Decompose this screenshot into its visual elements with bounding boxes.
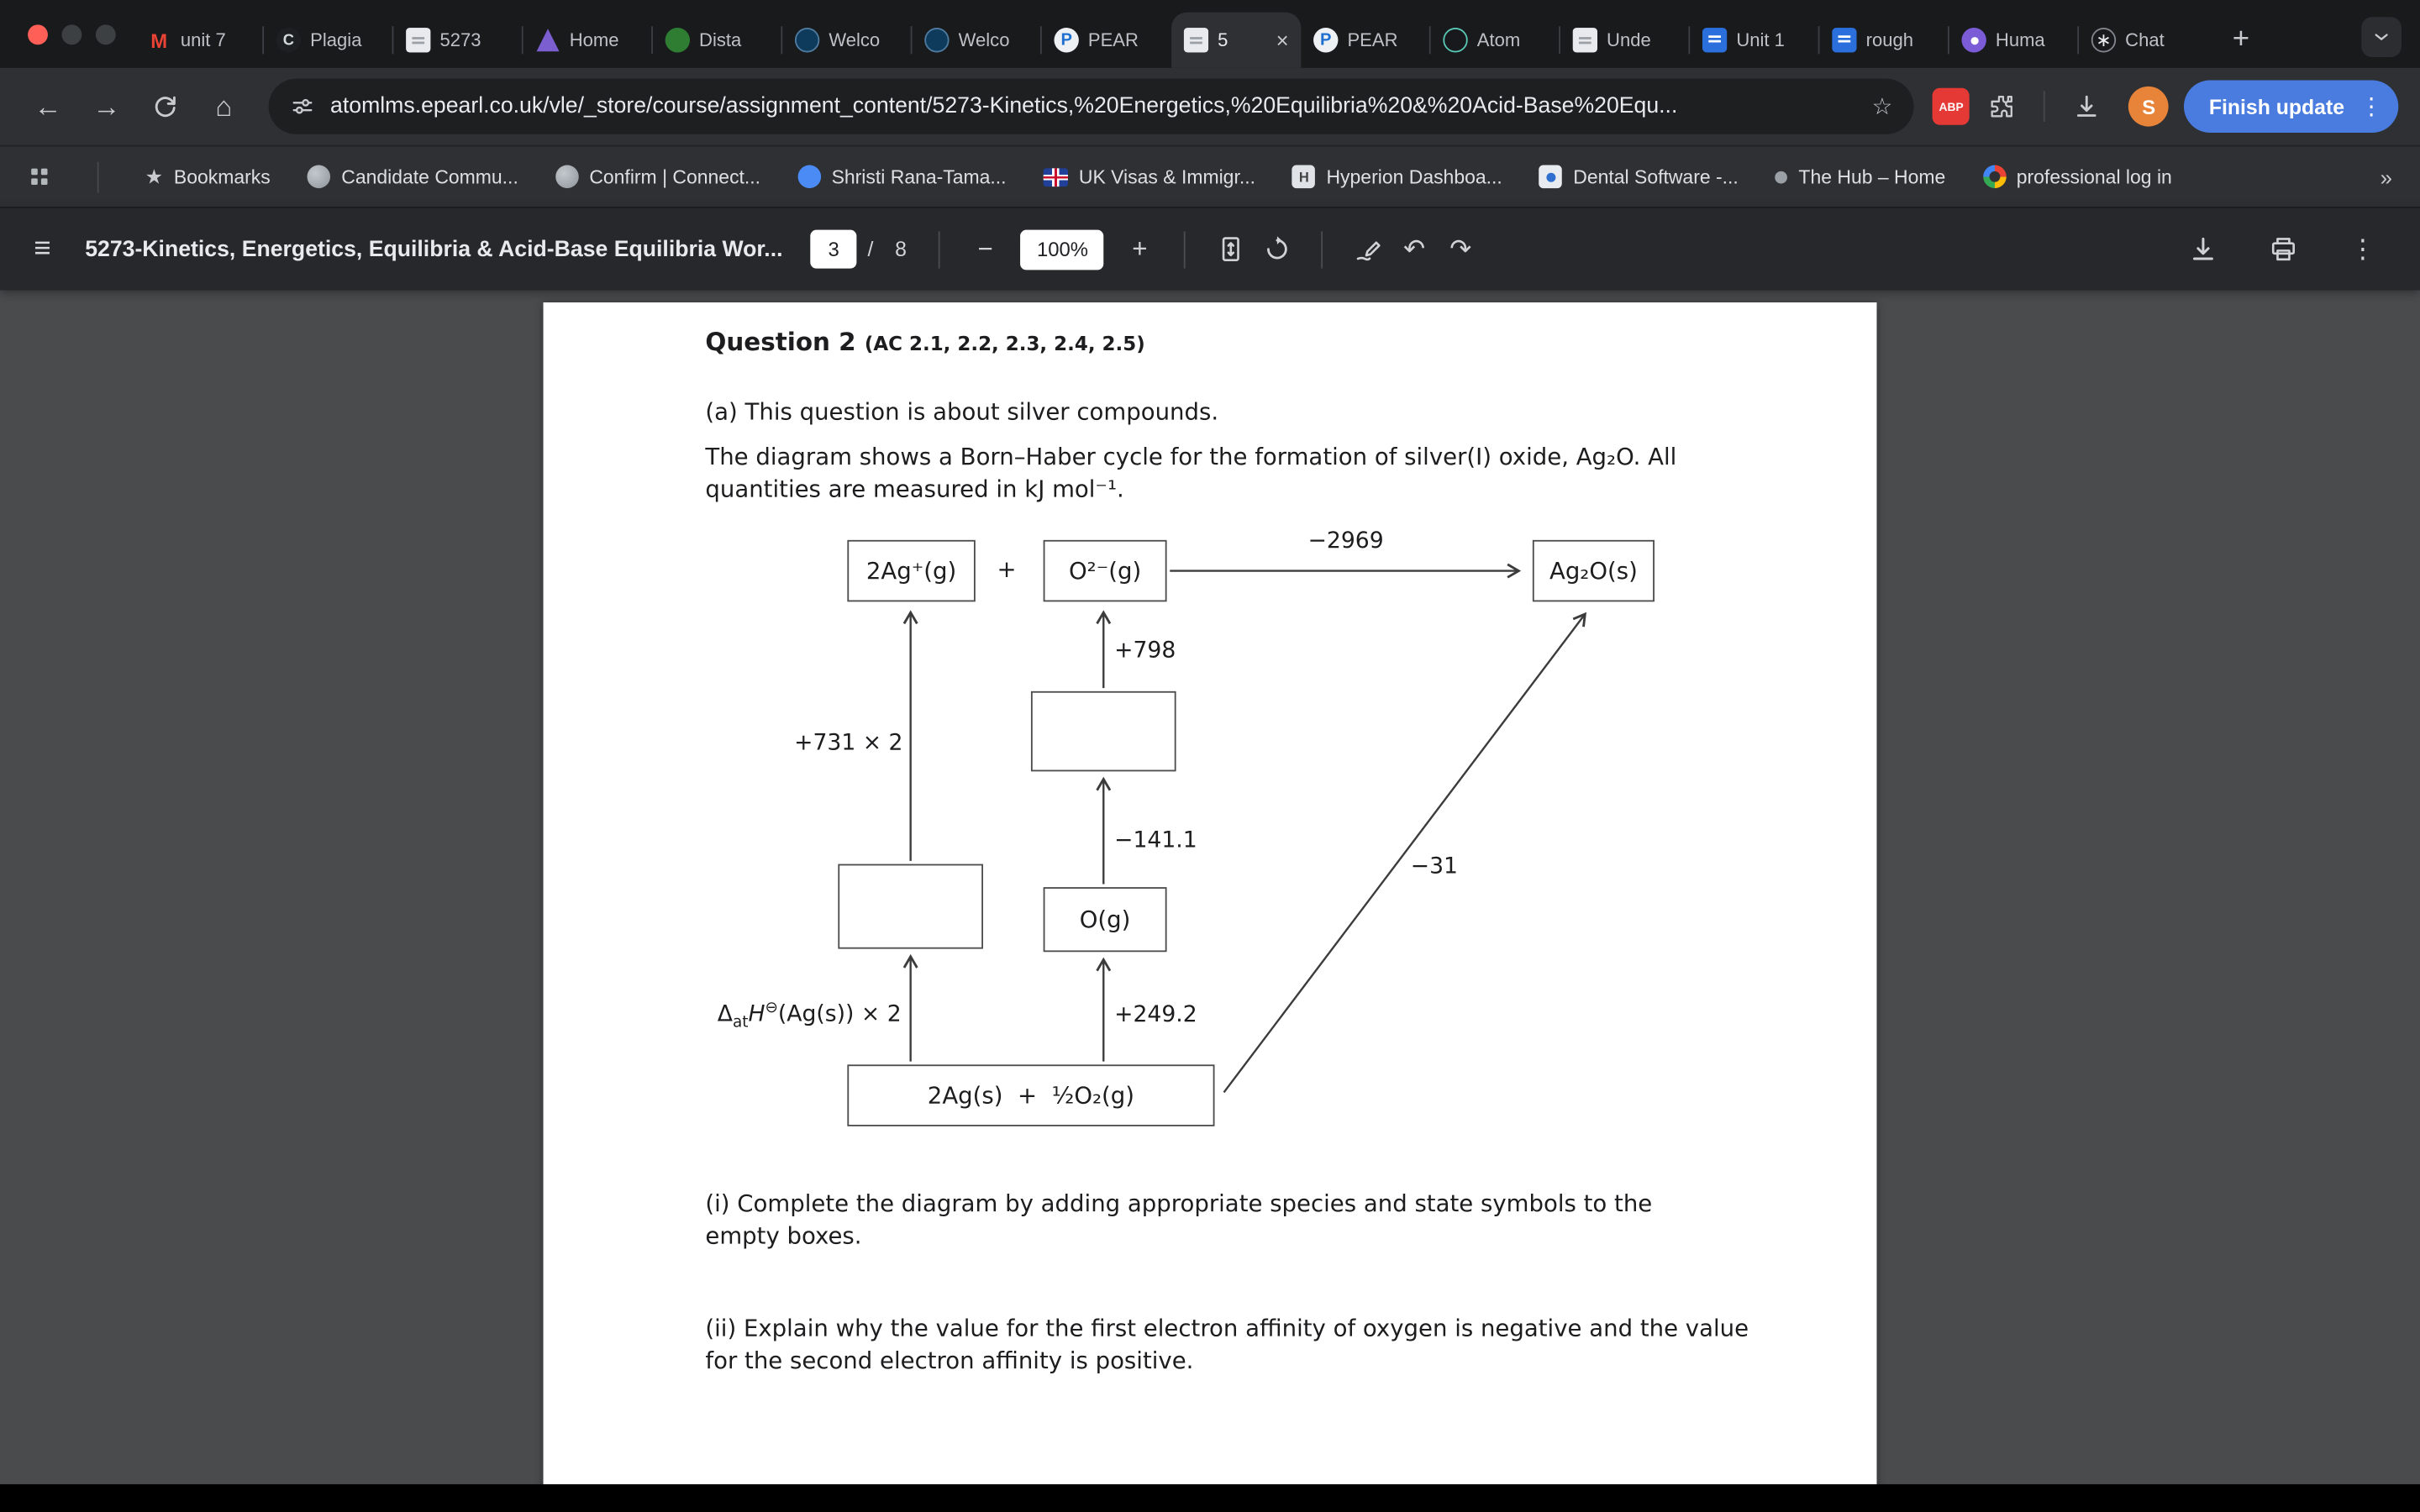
finish-update-button[interactable] bbox=[2184, 81, 2398, 133]
undo-button[interactable]: ↶ bbox=[1403, 234, 1426, 264]
intro-text: The diagram shows a Born–Haber cycle for the formation of silver(I) oxide, Ag₂O. All quantities are measured in kJ mol⁻¹. bbox=[705, 443, 1677, 503]
tab-title: Welco bbox=[829, 29, 881, 51]
google-ring-icon bbox=[1982, 165, 2006, 189]
formation-enthalpy-label: −31 bbox=[1410, 854, 1458, 879]
browser-tab[interactable] bbox=[264, 13, 393, 68]
blue-doc-favicon bbox=[1702, 28, 1727, 52]
browser-tab[interactable] bbox=[2079, 13, 2208, 68]
browser-tab[interactable] bbox=[523, 13, 653, 68]
redo-button[interactable]: ↷ bbox=[1449, 234, 1472, 264]
bookmark-item-bookmarks[interactable] bbox=[145, 165, 271, 189]
browser-tab[interactable] bbox=[1690, 13, 1819, 68]
atom-dark-favicon bbox=[1443, 28, 1467, 52]
bookmark-item[interactable] bbox=[1539, 165, 1739, 189]
tab-title: Welco bbox=[958, 29, 1010, 51]
bookmark-item[interactable] bbox=[1044, 165, 1255, 187]
tab-title: Huma bbox=[1995, 29, 2045, 51]
humanities-favicon bbox=[1961, 28, 1986, 52]
close-window-button[interactable] bbox=[28, 24, 48, 44]
tab-search-chevron-icon[interactable] bbox=[2361, 17, 2402, 57]
diagram-box-silver-oxide: Ag₂O(s) bbox=[1533, 540, 1655, 601]
extensions-puzzle-icon[interactable] bbox=[1975, 81, 2028, 133]
window-controls bbox=[15, 0, 134, 68]
document-favicon bbox=[406, 28, 430, 52]
pdf-more-menu-icon[interactable]: ⋮ bbox=[2349, 234, 2376, 264]
page-divider: / bbox=[867, 237, 874, 261]
plant-favicon bbox=[666, 28, 690, 52]
pdf-document-title: 5273-Kinetics, Energetics, Equilibria & Acid-Base Equilibria Wor... bbox=[85, 236, 783, 262]
tab-list bbox=[134, 0, 2361, 68]
part-i-text: (i) Complete the diagram by adding appropriate species and state symbols to the empty boxes. bbox=[705, 1189, 1653, 1250]
browser-tab-active[interactable] bbox=[1171, 13, 1301, 68]
forward-button[interactable]: → bbox=[92, 90, 121, 122]
tab-title: Chat bbox=[2125, 29, 2165, 51]
part-a-text: (a) This question is about silver compounds. bbox=[705, 397, 1219, 426]
bookmark-label: Candidate Commu... bbox=[341, 165, 518, 188]
pdf-toolbar bbox=[0, 207, 2420, 290]
back-button[interactable]: ← bbox=[34, 90, 62, 122]
new-tab-button[interactable]: + bbox=[2232, 23, 2250, 56]
diagram-box-oxide-ion: O²⁻(g) bbox=[1044, 540, 1167, 601]
tab-title: 5 bbox=[1218, 29, 1228, 51]
annotate-pen-icon[interactable] bbox=[1345, 226, 1392, 272]
bookmark-label: Confirm | Connect... bbox=[589, 165, 761, 188]
gmail-favicon bbox=[146, 28, 171, 52]
browser-tab[interactable] bbox=[653, 13, 782, 68]
atomisation-oxygen-label: +249.2 bbox=[1114, 1002, 1197, 1028]
dental-software-icon bbox=[1539, 165, 1563, 189]
browser-tab[interactable] bbox=[1820, 13, 1949, 68]
browser-tab[interactable] bbox=[1042, 13, 1171, 68]
pearson-favicon bbox=[1313, 28, 1338, 52]
browser-tab[interactable] bbox=[1949, 13, 2079, 68]
page-total: 8 bbox=[895, 237, 907, 261]
blue-doc-favicon bbox=[1832, 28, 1856, 52]
zoom-out-button[interactable]: − bbox=[977, 234, 993, 264]
part-ii-text: (ii) Explain why the value for the first electron affinity of oxygen is negative and the value for the second electron affinity is positive. bbox=[705, 1314, 1749, 1375]
bookmark-label: Dental Software -... bbox=[1573, 165, 1739, 188]
person-icon bbox=[797, 165, 821, 189]
bookmark-item[interactable] bbox=[308, 165, 518, 189]
close-tab-icon[interactable]: × bbox=[1276, 28, 1289, 53]
tab-title: Dista bbox=[699, 29, 742, 51]
bookmark-item[interactable] bbox=[797, 165, 1006, 189]
reload-button[interactable] bbox=[139, 81, 191, 133]
diagram-box-oxygen-atom: O(g) bbox=[1044, 887, 1167, 952]
document-favicon bbox=[1184, 28, 1208, 52]
bookmarks-divider bbox=[97, 161, 99, 192]
dot-icon bbox=[1776, 171, 1788, 183]
zoom-level[interactable]: 100% bbox=[1021, 229, 1104, 270]
diagram-box-silver-ions: 2Ag⁺(g) bbox=[847, 540, 975, 601]
profile-avatar[interactable]: S bbox=[2128, 87, 2169, 127]
zoom-in-button[interactable]: + bbox=[1132, 234, 1148, 264]
ionisation-label: +731 × 2 bbox=[794, 731, 903, 756]
toolbar-divider bbox=[2044, 91, 2045, 122]
uk-flag-icon bbox=[1044, 167, 1068, 186]
tab-title: Unit 1 bbox=[1736, 29, 1785, 51]
pdf-page bbox=[544, 302, 1877, 1512]
diagram-empty-box-1 bbox=[1031, 691, 1176, 772]
browser-tab[interactable] bbox=[1431, 13, 1560, 68]
pdf-toolbar-divider bbox=[1322, 231, 1323, 268]
browser-toolbar bbox=[0, 68, 2420, 145]
tab-title: Unde bbox=[1607, 29, 1651, 51]
bookmark-label: Shristi Rana-Tama... bbox=[831, 165, 1007, 188]
pdf-viewport[interactable] bbox=[0, 290, 2420, 1512]
browser-tab[interactable] bbox=[1301, 13, 1430, 68]
second-electron-affinity-label: +798 bbox=[1114, 638, 1176, 664]
bookmarks-bar bbox=[0, 145, 2420, 207]
adblock-extension-icon[interactable]: ABP bbox=[1933, 88, 1970, 125]
zoom-window-button[interactable] bbox=[96, 24, 116, 44]
tab-title: PEAR bbox=[1087, 29, 1139, 51]
browser-tab[interactable] bbox=[913, 13, 1042, 68]
browser-tab[interactable] bbox=[1560, 13, 1690, 68]
bookmark-label: Hyperion Dashboa... bbox=[1326, 165, 1502, 188]
pdf-toolbar-divider bbox=[1185, 231, 1186, 268]
downloads-icon[interactable] bbox=[2061, 81, 2113, 133]
bookmark-label: The Hub – Home bbox=[1798, 165, 1946, 188]
bookmark-item[interactable] bbox=[1776, 165, 1945, 187]
hyperion-icon bbox=[1292, 165, 1316, 189]
star-icon: ★ bbox=[145, 164, 164, 188]
diagram-plus-sign: + bbox=[997, 555, 1017, 584]
atom-lms-favicon bbox=[535, 28, 560, 52]
chatgpt-favicon bbox=[2091, 28, 2116, 52]
browser-menu-icon[interactable]: ⋮ bbox=[2360, 94, 2383, 121]
bookmarks-overflow-chevron[interactable]: » bbox=[2380, 164, 2392, 189]
page-number-input[interactable]: 3 bbox=[811, 230, 857, 269]
tab-title: rough bbox=[1865, 29, 1914, 51]
bookmark-item[interactable] bbox=[555, 165, 760, 189]
rotate-button[interactable] bbox=[1254, 226, 1300, 272]
question-title: Question 2 (AC 2.1, 2.2, 2.3, 2.4, 2.5) bbox=[705, 327, 1145, 357]
bookmark-label: UK Visas & Immigr... bbox=[1078, 165, 1255, 188]
bookmark-item[interactable] bbox=[1292, 165, 1502, 189]
tab-title: Plagia bbox=[310, 29, 362, 51]
tab-title: 5273 bbox=[439, 29, 481, 51]
tab-title: PEAR bbox=[1347, 29, 1398, 51]
home-button[interactable]: ⌂ bbox=[215, 90, 233, 122]
browser-tab[interactable] bbox=[393, 13, 523, 68]
globe-favicon bbox=[924, 28, 949, 52]
atomisation-silver-label: $\Delta_{at}H^⊖(Ag(s)) \times 2$ bbox=[717, 1000, 902, 1032]
diagram-box-elements: 2Ag(s) + ½O₂(g) bbox=[847, 1064, 1214, 1126]
tab-title: Atom bbox=[1476, 29, 1521, 51]
question-refs: (AC 2.1, 2.2, 2.3, 2.4, 2.5) bbox=[864, 331, 1145, 355]
diagram-empty-box-2 bbox=[838, 864, 983, 949]
first-electron-affinity-label: −141.1 bbox=[1114, 828, 1197, 853]
apps-grid-icon[interactable] bbox=[28, 165, 51, 189]
tab-title: unit 7 bbox=[180, 29, 226, 51]
bookmark-label: professional log in bbox=[2016, 165, 2172, 188]
globe-icon bbox=[555, 165, 579, 189]
bookmark-star-icon[interactable]: ☆ bbox=[1871, 94, 1893, 121]
site-settings-icon[interactable] bbox=[290, 94, 314, 118]
tab-strip bbox=[0, 0, 2420, 68]
globe-icon bbox=[308, 165, 331, 189]
fit-to-page-button[interactable] bbox=[1207, 226, 1254, 272]
browser-tab[interactable] bbox=[782, 13, 912, 68]
globe-favicon bbox=[795, 28, 819, 52]
screen-bottom-strip bbox=[0, 1484, 2420, 1512]
url-text[interactable]: atomlms.epearl.co.uk/vle/_store/course/assignment_content/5273-Kinetics,%20Energetics,%20Equilibria%20&%20Acid-Base%20Equ... bbox=[330, 94, 1678, 119]
download-button[interactable] bbox=[2179, 226, 2225, 272]
bookmark-label: Bookmarks bbox=[173, 165, 271, 188]
print-button[interactable] bbox=[2260, 226, 2306, 272]
minimize-window-button[interactable] bbox=[61, 24, 82, 44]
pdf-menu-icon[interactable]: ≡ bbox=[34, 232, 51, 265]
bookmark-item[interactable] bbox=[1982, 165, 2171, 189]
document-favicon bbox=[1573, 28, 1597, 52]
finish-update-label: Finish update bbox=[2208, 94, 2344, 118]
address-bar[interactable] bbox=[269, 79, 1914, 134]
plagiarism-favicon bbox=[276, 28, 301, 52]
pdf-toolbar-divider bbox=[939, 231, 941, 268]
browser-tab[interactable] bbox=[134, 13, 264, 68]
pearson-favicon bbox=[1054, 28, 1078, 52]
tab-title: Home bbox=[569, 29, 619, 51]
lattice-energy-label: −2969 bbox=[1307, 529, 1384, 554]
